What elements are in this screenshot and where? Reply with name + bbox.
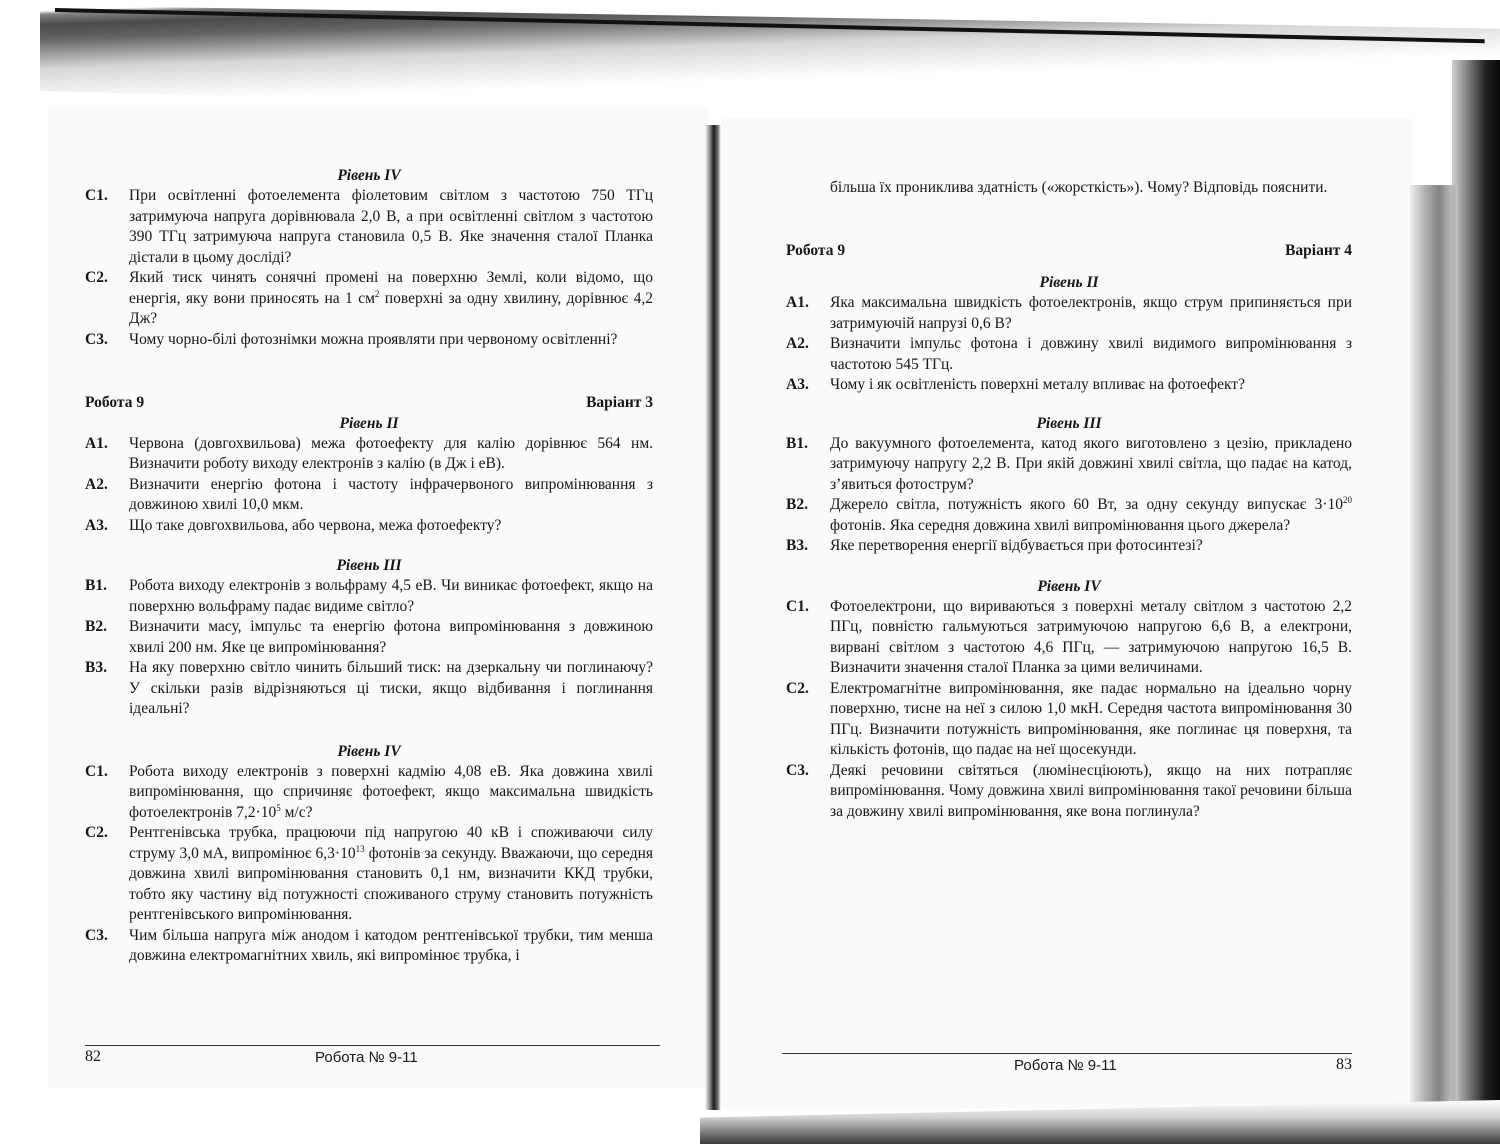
task-a1: А1. Яка максимальна швидкість фотоелектронів, якщо струм припиняється при затримуючій напрузі 0,6 В? [786, 294, 1352, 332]
task-a3: А3. Чому і як освітленість поверхні металу впливає на фотоефект? [786, 376, 1245, 393]
running-title: Робота № 9-11 [315, 1049, 418, 1066]
work-label: Робота 9 [85, 394, 145, 411]
level-title: Рівень III [1036, 414, 1102, 432]
level-title: Рівень II [1039, 274, 1099, 291]
task-c2: С2. Рентгенівська трубка, працюючи під напругою 40 кВ і споживаючи силу струму 3,0 мА, випромінює $6,3\cdot 10^{13}$ фотонів за секунду. Вважаючи, що середня довжина хвилі випромінювання становить 0,1 нм, визначити ККД трубки, тобто яку частину від потужності споживаного струму становить потужність рентгенівського випромінювання. [85, 824, 653, 923]
book-spine [705, 125, 721, 1110]
task-c1: С1. При освітленні фотоелемента фіолетовим світлом з частотою 750 ТГц затримуюча напруга дорівнювала 2,0 В, а при освітленні світлом з частотою 390 ТГц затримуюча напруга становила 0,5 В. Яке значення сталої Планка дістали в цьому досліді? [85, 187, 653, 266]
variant-label: Варіант 3 [586, 394, 653, 411]
task-b2: В2. Джерело світла, потужність якого 60 Вт, за одну секунду випускає $3\cdot 10^{20}$ фотонів. Яка середня довжина хвилі випромінювання цього джерела? [786, 494, 1352, 534]
task-a3: А3. Що таке довгохвильова, або червона, межа фотоефекту? [85, 516, 502, 534]
page-number: 82 [85, 1048, 101, 1065]
task-c2: С2. Електромагнітне випромінювання, яке падає нормально на ідеально чорну поверхню, тисне на неї з силою 1,0 мкН. Середня частота випромінювання 30 ПГц. Визначити потужність випромінювання, яке поглинає ця поверхня, та кількість фотонів, що падає на неї щосекунди. [786, 679, 1352, 758]
task-b2: В2. Визначити масу, імпульс та енергію фотона випромінювання з довжиною хвилі 200 нм. Яке це випромінювання? [85, 618, 653, 656]
task-c2: С2. Який тиск чинять сонячні промені на поверхню Землі, коли відомо, що енергія, яку вони приносять на 1 $см^2$ поверхні за одну хвилину, дорівнює 4,2 Дж? [85, 269, 653, 327]
left-footer [85, 1045, 660, 1070]
task-c3: С3. Чому чорно-білі фотознімки можна проявляти при червоному освітленні? [85, 330, 618, 348]
task-b1: В1. До вакуумного фотоелемента, катод якого виготовлено з цезію, прикладено затримуючу напругу 2,2 В. При якій довжині хвилі світла, що падає на катод, з’явиться фотострум? [786, 434, 1352, 493]
task-a1: А1. Червона (довгохвильова) межа фотоефекту для калію дорівнює 564 нм. Визначити роботу виходу електронів з калію (в Дж і еВ). [85, 434, 653, 472]
variant-label: Варіант 4 [1285, 241, 1352, 259]
work-header [786, 241, 1352, 262]
task-b1: В1. Робота виходу електронів з вольфраму 4,5 еВ. Чи виникає фотоефект, якщо на поверхню вольфраму падає видиме світло? [85, 577, 653, 615]
work-header [85, 393, 653, 414]
task-c3: С3. Чим більша напруга між анодом і катодом рентгенівської трубки, тим менша довжина електромагнітних хвиль, які випромінює трубка, і [85, 926, 653, 964]
right-page-text [786, 178, 1352, 822]
page-number: 83 [1336, 1056, 1352, 1073]
level-title: Рівень II [339, 414, 399, 432]
task-a2: А2. Визначити імпульс фотона і довжину хвилі видимого випромінювання з частотою 545 ТГц. [786, 335, 1352, 373]
running-title: Робота № 9-11 [1014, 1057, 1117, 1074]
level-title: Рівень III [336, 557, 402, 574]
continuation-text: більша їх прониклива здатність («жорсткість»). Чому? Відповідь пояснити. [830, 179, 1328, 196]
task-b3: В3. Яке перетворення енергії відбувається при фотосинтезі? [786, 537, 1203, 554]
right-footer [782, 1053, 1352, 1078]
task-c3: С3. Деякі речовини світяться (люмінесціюють), якщо на них потрапляє випромінювання. Чому довжина хвилі випромінювання такої речовини більша за довжину хвилі випромінювання, яке вона поглинула? [786, 761, 1352, 820]
level-title: Рівень IV [337, 742, 401, 760]
level-title: Рівень IV [337, 167, 401, 184]
level-title: Рівень IV [1037, 577, 1101, 595]
task-c1: С1. Робота виходу електронів з поверхні кадмію 4,08 еВ. Яка довжина хвилі випромінювання, що спричиняє фотоефект, якщо максимальна швидкість фотоелектронів $7,2\cdot 10^5$ м/с? [85, 762, 653, 821]
work-label: Робота 9 [786, 241, 846, 259]
book-page-edges [1410, 185, 1458, 1105]
scan-right-edge [1452, 60, 1500, 1144]
task-b3: В3. На яку поверхню світло чинить більший тиск: на дзеркальну чи поглинаючу? У скільки разів відрізняються ці тиски, якщо відбивання і поглинання ідеальні? [85, 659, 653, 717]
task-c1: С1. Фотоелектрони, що вириваються з поверхні металу світлом з частотою 2,2 ПГц, повністю гальмуються затримуючою напругою 6,6 В, а електрони, вирвані світлом з частотою 4,6 ПГц, — затримуючою напругою 16,5 В. Визначити значення сталої Планка за цими величинами. [786, 597, 1352, 676]
left-page-text [85, 166, 653, 967]
task-a2: А2. Визначити енергію фотона і частоту інфрачервоного випромінювання з довжиною хвилі 10,0 мкм. [85, 475, 653, 513]
